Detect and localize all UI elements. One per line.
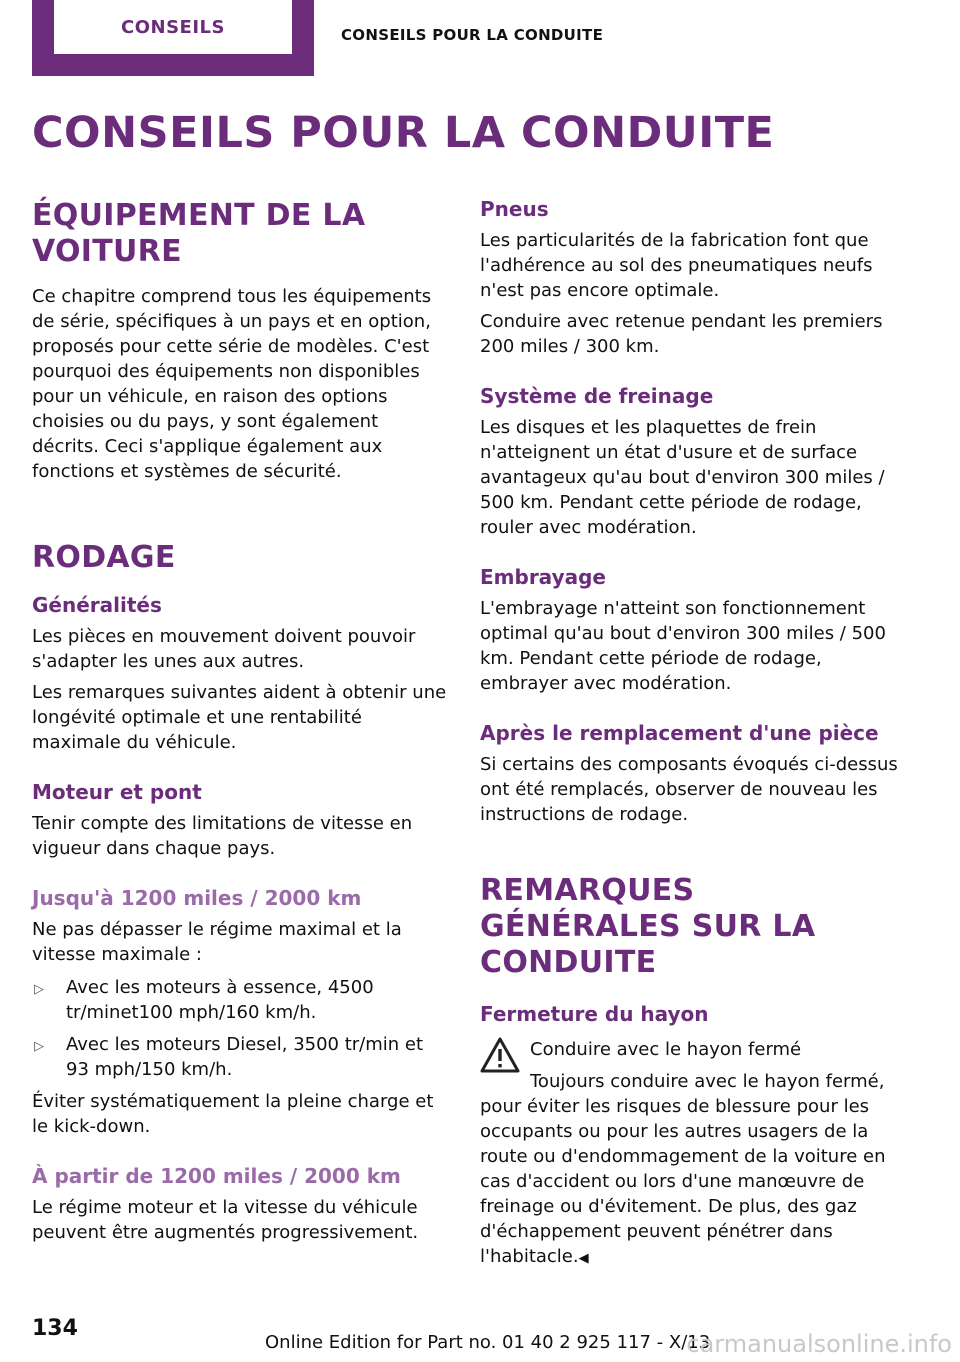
- equipment-heading: ÉQUIPEMENT DE LA VOITURE: [32, 198, 366, 269]
- header-tab-inner: [54, 0, 292, 54]
- list-item: [32, 975, 450, 1025]
- freinage-heading: Système de freinage: [480, 384, 714, 408]
- apartir-heading: À partir de 1200 miles / 2000 km: [32, 1164, 401, 1188]
- eviter-body: Éviter systématiquement la pleine charge et le kick-down.: [32, 1091, 434, 1137]
- moteur-heading: Moteur et pont: [32, 780, 202, 804]
- pneus-paragraph-2: Conduire avec retenue pendant les premiers 200 miles / 300 km.: [480, 311, 883, 357]
- bullet-icon: ▷: [34, 982, 44, 997]
- remplacement-body: Si certains des composants évoqués ci-dessus ont été remplacés, observer de nouveau les instructions de rodage.: [480, 754, 898, 825]
- pneus-heading: Pneus: [480, 197, 549, 221]
- right-column: [480, 196, 898, 1271]
- embrayage-body: L'embrayage n'atteint son fonctionnement optimal qu'au bout d'environ 300 miles / 500 km. Pendant cette période de rodage, embrayer avec modération.: [480, 598, 886, 694]
- header-breadcrumb: CONSEILS POUR LA CONDUITE: [341, 26, 604, 44]
- list-item: [32, 1032, 450, 1082]
- generalites-paragraph-1: Les pièces en mouvement doivent pouvoir s'adapter les unes aux autres.: [32, 626, 416, 672]
- hayon-heading: Fermeture du hayon: [480, 1002, 709, 1026]
- warning-title: Conduire avec le hayon fermé: [530, 1039, 802, 1060]
- page-title: CONSEILS POUR LA CONDUITE: [32, 108, 775, 158]
- moteur-body: Tenir compte des limitations de vitesse en vigueur dans chaque pays.: [32, 813, 413, 859]
- pneus-paragraph-1: Les particularités de la fabrication font que l'adhérence au sol des pneumatiques neufs n'est pas encore optimale.: [480, 230, 873, 301]
- list-item-text: Avec les moteurs Diesel, 3500 tr/min et 93 mph/150 km/h.: [66, 1034, 424, 1080]
- warning-body: [480, 1069, 898, 1271]
- end-mark-icon: ◀: [578, 1251, 589, 1266]
- remarques-heading: REMARQUES GÉNÉRALES SUR LA CONDUITE: [480, 873, 816, 980]
- jusqua-heading: Jusqu'à 1200 miles / 2000 km: [32, 886, 362, 910]
- freinage-body: Les disques et les plaquettes de frein n'atteignent un état d'usure et de surface avantageux qu'au bout d'environ 300 miles / 500 km. Pendant cette période de rodage, rouler avec modération.: [480, 417, 885, 538]
- generalites-paragraph-2: Les remarques suivantes aident à obtenir une longévité optimale et une rentabilité maximale du véhicule.: [32, 682, 447, 753]
- warning-body-text: Toujours conduire avec le hayon fermé, pour éviter les risques de blessure pour les occupants ou pour les autres usagers de la route ou d'endommagement de la voiture en cas d'accident ou lors d'une manœuvre de freinage ou d'évitement. De plus, des gaz d'échappement peuvent pénétrer dans l'habitacle.: [480, 1071, 886, 1267]
- left-column: [32, 196, 450, 1245]
- page-number: 134: [32, 1316, 78, 1341]
- warning-triangle-icon: [480, 1037, 520, 1073]
- jusqua-body: Ne pas dépasser le régime maximal et la vitesse maximale :: [32, 919, 402, 965]
- apartir-body: Le régime moteur et la vitesse du véhicule peuvent être augmentés progressivement.: [32, 1197, 419, 1243]
- bullet-icon: ▷: [34, 1039, 44, 1054]
- rodage-heading: RODAGE: [32, 540, 176, 575]
- footer-edition: Online Edition for Part no. 01 40 2 925 117 - X/13: [265, 1332, 711, 1353]
- remplacement-heading: Après le remplacement d'une pièce: [480, 721, 879, 745]
- list-item-text: Avec les moteurs à essence, 4500 tr/minet100 mph/160 km/h.: [66, 977, 374, 1023]
- header-tab: [32, 0, 314, 76]
- warning-block: [480, 1037, 898, 1271]
- speed-limit-list: [32, 975, 450, 1082]
- generalites-heading: Généralités: [32, 593, 162, 617]
- embrayage-heading: Embrayage: [480, 565, 606, 589]
- equipment-body: Ce chapitre comprend tous les équipements de série, spécifiques à un pays et en option, proposés pour cette série de modèles. C'est pourquoi des équipements non disponibles pour un véhicule, en raison des options choisies ou du pays, y sont également décrits. Ceci s'applique également aux fonctions et systèmes de sécurité.: [32, 286, 432, 482]
- header-tab-label: CONSEILS: [121, 16, 225, 38]
- watermark: carmanualsonline.info: [686, 1330, 952, 1358]
